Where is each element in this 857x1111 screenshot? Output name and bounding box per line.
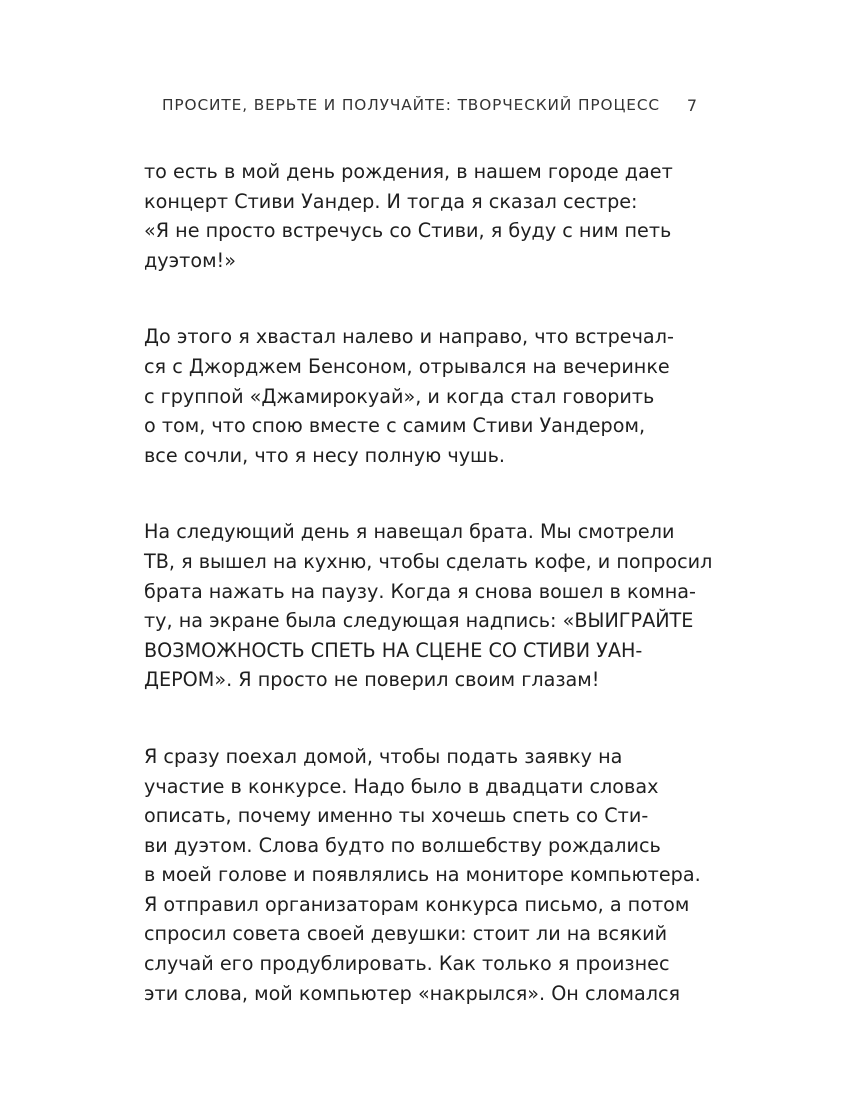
text-line: с группой «Джамирокуай», и когда стал говорить xyxy=(144,384,655,408)
text-line: Я сразу поехал домой, чтобы подать заявку на xyxy=(144,744,623,768)
paragraph-2 xyxy=(144,322,704,470)
text-line: эти слова, мой компьютер «накрылся». Он сломался xyxy=(144,981,681,1005)
text-line: описать, почему именно ты хочешь спеть со Сти- xyxy=(144,804,649,828)
text-line: участие в конкурсе. Надо было в двадцати словах xyxy=(144,774,659,798)
text-line: то есть в мой день рождения, в нашем городе дает xyxy=(144,160,673,183)
paragraph-spacer xyxy=(144,695,704,742)
text-line: ту, на экране была следующая надпись: «ВЫИГРАЙТЕ xyxy=(144,609,694,633)
text-line: ся с Джорджем Бенсоном, отрывался на вечеринке xyxy=(144,354,670,378)
body-text xyxy=(144,157,713,1008)
text-line: До этого я хвастал налево и направо, что встречал- xyxy=(144,325,674,349)
text-line: На следующий день я навещал брата. Мы смотрели xyxy=(144,520,675,544)
text-line: ви дуэтом. Слова будто по волшебству рождались xyxy=(144,833,661,857)
text-line: все сочли, что я несу полную чушь. xyxy=(144,443,506,467)
running-head xyxy=(162,96,697,120)
paragraph-1 xyxy=(144,157,704,275)
paragraph-spacer xyxy=(144,275,704,322)
paragraph-4 xyxy=(144,742,704,1008)
paragraph-spacer xyxy=(144,470,704,517)
paragraph-3 xyxy=(144,517,713,695)
running-title: ПРОСИТЕ, ВЕРЬТЕ И ПОЛУЧАЙТЕ: ТВОРЧЕСКИЙ ПРОЦЕСС xyxy=(162,96,660,114)
text-line: ВОЗМОЖНОСТЬ СПЕТЬ НА СЦЕНЕ СО СТИВИ УАН- xyxy=(144,638,643,662)
text-line: спросил совета своей девушки: стоит ли на всякий xyxy=(144,922,668,946)
text-line: брата нажать на паузу. Когда я снова вошел в комна- xyxy=(144,579,696,603)
text-line: дуэтом!» xyxy=(144,248,236,272)
text-line: ДЕРОМ». Я просто не поверил своим глазам! xyxy=(144,668,600,692)
text-line: о том, что спою вместе с самим Стиви Уандером, xyxy=(144,414,646,438)
text-line: в моей голове и появлялись на мониторе компьютера. xyxy=(144,863,701,887)
text-line: ТВ, я вышел на кухню, чтобы сделать кофе, и попросил xyxy=(144,549,713,573)
text-line: концерт Стиви Уандер. И тогда я сказал сестре: xyxy=(144,189,638,213)
page-number: 7 xyxy=(686,96,697,115)
text-line: Я отправил организаторам конкурса письмо, а потом xyxy=(144,892,690,916)
text-line: случай его продублировать. Как только я произнес xyxy=(144,952,670,976)
text-line: «Я не просто встречусь со Стиви, я буду с ним петь xyxy=(144,219,672,243)
